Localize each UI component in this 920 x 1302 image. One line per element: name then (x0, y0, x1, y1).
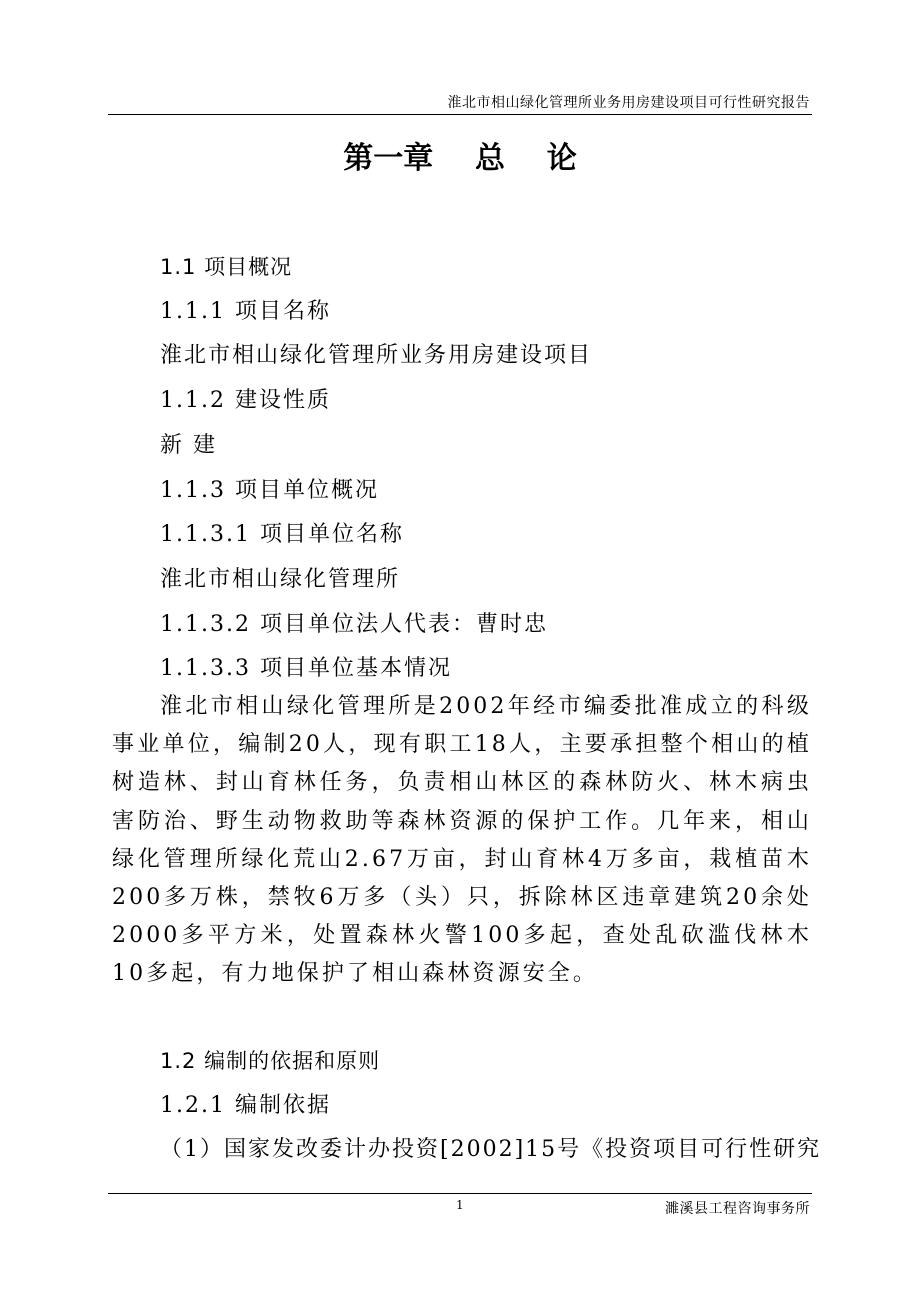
subsection-heading: 1.1.3 项目单位概况 (160, 478, 379, 503)
subsection-heading: 1.2.1 编制依据 (160, 1093, 331, 1118)
subsection-heading: 1.1.1 项目名称 (160, 299, 331, 324)
subsection-heading: 1.1.2 建设性质 (160, 388, 331, 413)
header-divider (108, 114, 812, 115)
footer-divider (108, 1193, 812, 1194)
construction-nature-text: 新 建 (160, 433, 217, 458)
subsubsection-heading: 1.1.3.1 项目单位名称 (160, 522, 404, 547)
section-heading: 1.1 项目概况 (160, 255, 293, 279)
list-item: （1）国家发改委计办投资[2002]15号《投资项目可行性研究 (160, 1137, 822, 1162)
project-name-text: 淮北市相山绿化管理所业务用房建设项目 (160, 343, 593, 368)
legal-representative-text: 1.1.3.2 项目单位法人代表：曹时忠 (160, 612, 548, 637)
subsubsection-heading: 1.1.3.3 项目单位基本情况 (160, 656, 452, 681)
section-heading: 1.2 编制的依据和原则 (160, 1049, 381, 1073)
unit-description-paragraph: 淮北市相山绿化管理所是2002年经市编委批准成立的科级事业单位，编制20人，现有职工18人，主要承担整个相山的植树造林、封山育林任务，负责相山林区的森林防火、林木病虫害防治、野生动物救助等森林资源的保护工作。几年来，相山绿化管理所绿化荒山2.67万亩，封山育林4万多亩，栽植苗木200多万株，禁牧6万多（头）只，拆除林区违章建筑20余处2000多平方米，处置森林火警100多起，查处乱砍滥伐林木10多起，有力地保护了相山森林资源安全。 (112, 694, 812, 987)
page-number: 1 (456, 1198, 464, 1212)
chapter-title: 第一章 总 论 (343, 141, 577, 176)
running-header: 淮北市相山绿化管理所业务用房建设项目可行性研究报告 (447, 95, 810, 111)
unit-name-text: 淮北市相山绿化管理所 (160, 567, 401, 592)
footer-company: 濉溪县工程咨询事务所 (665, 1201, 810, 1217)
